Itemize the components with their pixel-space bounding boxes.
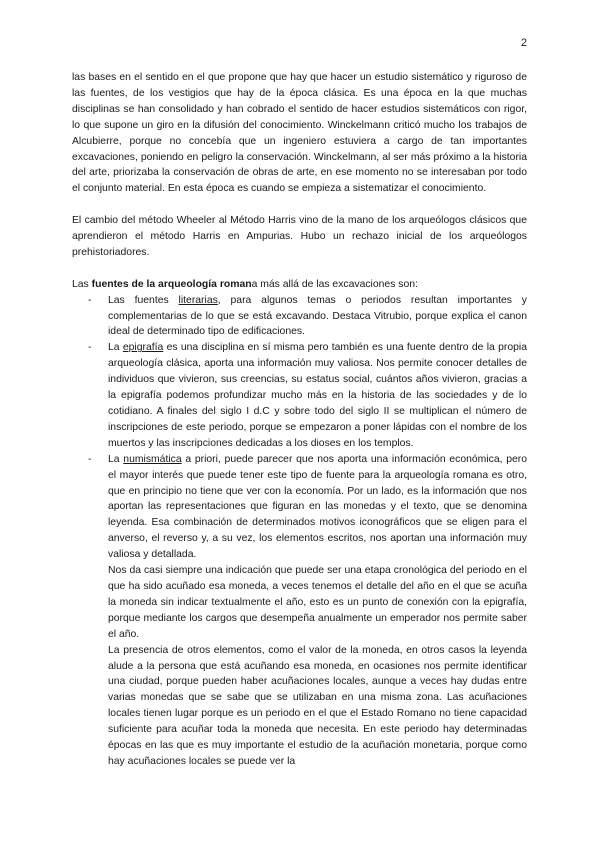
numismatica-paragraph-2: Nos da casi siempre una indicación que puede ser una etapa cronológica del periodo en el que ha sido acuñado esa moneda, a veces tenemos el detalle del año en el que se acuña la moneda sin indicar textualmente el año, esto es un punto de conexión con la epigrafía, porque mediante los cargos que desempeña anualmente un emperador nos permite saber el año. [108, 565, 527, 640]
list-dash: - [88, 294, 92, 306]
intro-suffix: a más allá de las excavaciones son: [251, 278, 418, 290]
list-item-text [108, 293, 527, 341]
sources-list [72, 293, 527, 770]
item-text-before: La [108, 342, 123, 354]
list-item-numismatica [72, 452, 527, 770]
intro-prefix: Las [72, 278, 92, 290]
term-numismatica: numismática [123, 453, 182, 465]
item-text-before: Las fuentes [108, 294, 179, 306]
item-text-after: es una disciplina en sí misma pero también es una fuente dentro de la propia arqueología clásica, aporta una información muy valiosa. Nos permite conocer detalles de individuos que vivieron, sus creencias, su estatus social, cuántos años vivieron, gracias a la epigrafía podemos profundizar mucho más en la historia de las sociedades y de lo cotidiano. A finales del siglo I d.C y sobre todo del siglo II se multiplican el número de inscripciones de este periodo, porque se empezaron a poner lápidas con el nombre de los muertos y las inscripciones dedicadas a los dioses en los templos. [108, 342, 527, 449]
item-text-after: , para algunos temas o periodos resultan importantes y complementarias de lo que se está excavando. Destaca Vitrubio, porque explica el canon ideal de determinado tipo de edificaciones. [108, 294, 527, 338]
list-dash: - [88, 342, 92, 354]
term-literarias: literarias [178, 294, 218, 306]
page-number: 2 [520, 37, 527, 49]
list-item-epigrafia [72, 340, 527, 451]
intro-bold-term: fuentes de la arqueología roman [91, 278, 252, 290]
paragraph-harris-method: El cambio del método Wheeler al Método Harris vino de la mano de los arqueólogos clásicos que aprendieron el método Harris en Ampurias. Hubo un rechazo inicial de los arqueólogos prehistoriadores. [72, 215, 527, 258]
list-item-literarias [72, 293, 527, 341]
document-body [72, 70, 527, 770]
list-dash: - [88, 453, 92, 465]
sources-intro [72, 277, 527, 293]
list-item-text [108, 452, 527, 563]
list-item-text [108, 340, 527, 451]
item-text-before: La [108, 453, 124, 465]
paragraph-winckelmann: las bases en el sentido en el que propone que hay que hacer un estudio sistemático y riguroso de las fuentes, de los vestigios que hay de la época clásica. Es una época en la que muchas disciplinas se han consolidado y han cobrado el sentido de hacer estudios sistemáticos con rigor, lo que supone un giro en la difusión del conocimiento. Winckelmann criticó mucho los trabajos de Alcubierre, porque no concebía que un ingeniero estuviera a cargo de tan importantes excavaciones, poniendo en peligro la conservación. Winckelmann, al ser más próximo a la historia del arte, priorizaba la conservación de obras de arte, en ese momento no se interesaban por todo el conjunto material. En esta época es cuando se empieza a sistematizar el conocimiento. [72, 72, 527, 195]
term-epigrafia: epigrafía [122, 342, 164, 354]
item-text-after: a priori, puede parecer que nos aporta una información económica, pero el mayor interés que puede tener este tipo de fuente para la arqueología romana es otro, que en principio no tiene que ver con la economía. Por un lado, es la información que nos aportan las representaciones que figuran en las monedas y el texto, que se denomina leyenda. Esa combinación de determinados motivos iconográficos que se eligen para el anverso, el reverso y, a su vez, los elementos escritos, nos aportan una información muy valiosa y detallada. [108, 453, 528, 561]
numismatica-paragraph-3: La presencia de otros elementos, como el valor de la moneda, en otros casos la leyenda alude a la persona que está acuñando esa moneda, en ocasiones nos permite identificar una ciudad, porque pueden haber acuñaciones locales, aunque a veces hay dudas entre varias monedas que se sabe que se utilizaban en una misma zona. Las acuñaciones locales tienen lugar porque es un periodo en el que el Estado Romano no tiene capacidad suficiente para acuñar toda la moneda que necesita. En este periodo hay determinadas épocas en las que es muy importante el estudio de la acuñación monetaria, porque como hay acuñaciones locales se puede ver la [108, 644, 527, 767]
